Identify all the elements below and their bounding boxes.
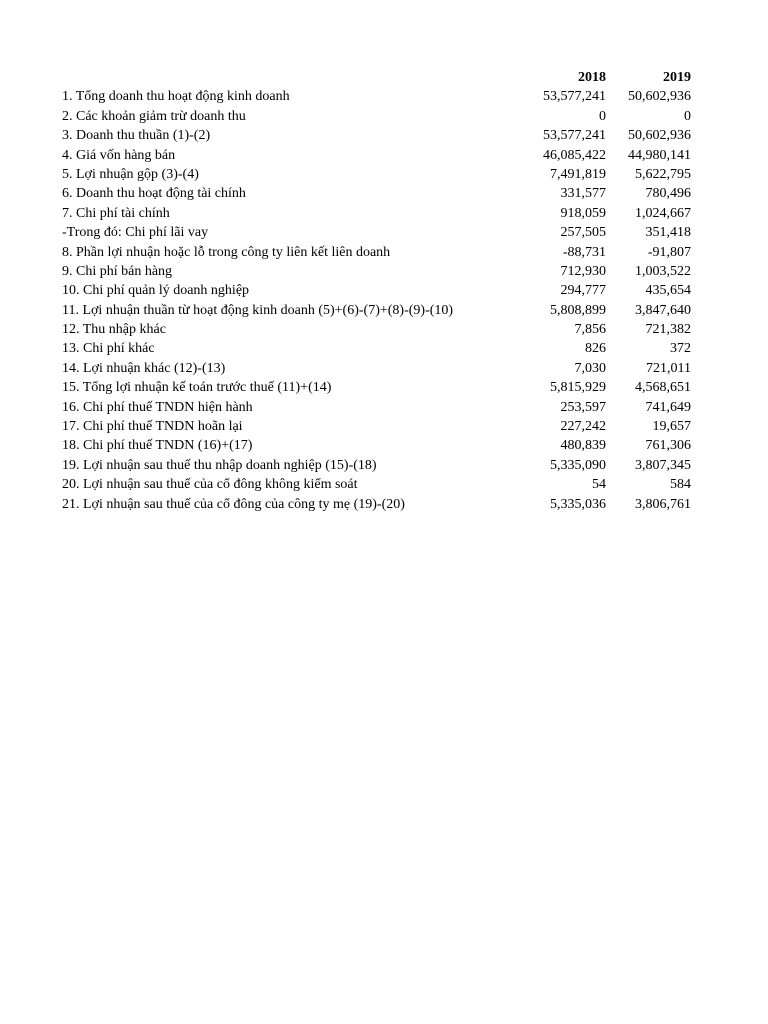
table-row xyxy=(62,126,694,145)
table-header-row xyxy=(62,68,694,87)
value-2019: 741,649 xyxy=(645,399,691,415)
value-2019: 780,496 xyxy=(645,186,691,202)
value-2018: 918,059 xyxy=(560,205,606,221)
value-2018: 331,577 xyxy=(560,186,606,202)
row-label: 10. Chi phí quản lý doanh nghiệp xyxy=(62,283,250,299)
value-2018: 7,030 xyxy=(574,360,606,376)
row-label: 3. Doanh thu thuần (1)-(2) xyxy=(62,128,211,144)
row-label: 8. Phần lợi nhuận hoặc lỗ trong công ty liên kết liên doanh xyxy=(62,244,391,260)
value-2019: 435,654 xyxy=(645,283,691,299)
table-row xyxy=(62,184,694,203)
row-label: 7. Chi phí tài chính xyxy=(62,205,170,221)
row-label: 1. Tổng doanh thu hoạt động kinh doanh xyxy=(62,89,290,105)
value-2019: 351,418 xyxy=(645,225,691,241)
value-2018: 480,839 xyxy=(560,438,606,454)
table-body xyxy=(62,87,694,514)
value-2019: 5,622,795 xyxy=(635,166,691,182)
table-row xyxy=(62,301,694,320)
row-label: -Trong đó: Chi phí lãi vay xyxy=(62,225,209,241)
value-2019: -91,807 xyxy=(647,244,691,260)
row-label: 6. Doanh thu hoạt động tài chính xyxy=(62,186,246,202)
value-2019: 50,602,936 xyxy=(628,128,691,144)
value-2019: 1,003,522 xyxy=(635,263,691,279)
value-2018: 257,505 xyxy=(560,225,606,241)
value-2019: 19,657 xyxy=(652,419,691,435)
income-statement-table xyxy=(62,68,694,514)
row-label: 4. Giá vốn hàng bán xyxy=(62,147,176,163)
row-label: 2. Các khoản giảm trừ doanh thu xyxy=(62,108,246,124)
value-2018: 253,597 xyxy=(560,399,606,415)
row-label: 17. Chi phí thuế TNDN hoãn lại xyxy=(62,419,243,435)
table-row xyxy=(62,320,694,339)
header-year-2018: 2018 xyxy=(578,69,606,85)
table-row xyxy=(62,223,694,242)
table-row xyxy=(62,165,694,184)
value-2018: 0 xyxy=(599,108,606,124)
table-row xyxy=(62,378,694,397)
value-2018: 53,577,241 xyxy=(543,128,606,144)
row-label: 13. Chi phí khác xyxy=(62,341,155,357)
table-row xyxy=(62,146,694,165)
value-2018: 7,491,819 xyxy=(550,166,606,182)
row-label: 21. Lợi nhuận sau thuế của cổ đông của công ty mẹ (19)-(20) xyxy=(62,496,405,512)
value-2018: 46,085,422 xyxy=(543,147,606,163)
value-2019: 0 xyxy=(684,108,691,124)
table-row xyxy=(62,87,694,106)
table-row xyxy=(62,281,694,300)
value-2019: 50,602,936 xyxy=(628,89,691,105)
row-label: 15. Tổng lợi nhuận kế toán trước thuế (11)+(14) xyxy=(62,380,332,396)
value-2018: 294,777 xyxy=(560,283,606,299)
value-2019: 584 xyxy=(670,477,691,493)
value-2018: 7,856 xyxy=(574,322,606,338)
value-2019: 1,024,667 xyxy=(635,205,691,221)
row-label: 5. Lợi nhuận gộp (3)-(4) xyxy=(62,166,199,182)
value-2018: 5,808,899 xyxy=(550,302,606,318)
value-2019: 3,806,761 xyxy=(635,496,691,512)
table-row xyxy=(62,359,694,378)
row-label: 20. Lợi nhuận sau thuế của cổ đông không kiểm soát xyxy=(62,477,358,493)
value-2019: 4,568,651 xyxy=(635,380,691,396)
value-2018: 826 xyxy=(585,341,606,357)
row-label: 11. Lợi nhuận thuần từ hoạt động kinh doanh (5)+(6)-(7)+(8)-(9)-(10) xyxy=(62,302,454,318)
row-label: 19. Lợi nhuận sau thuế thu nhập doanh nghiệp (15)-(18) xyxy=(62,457,377,473)
value-2019: 721,382 xyxy=(645,322,691,338)
value-2018: 53,577,241 xyxy=(543,89,606,105)
table-row xyxy=(62,204,694,223)
value-2018: 712,930 xyxy=(560,263,606,279)
table-row xyxy=(62,243,694,262)
value-2019: 721,011 xyxy=(646,360,691,376)
row-label: 9. Chi phí bán hàng xyxy=(62,263,173,279)
value-2018: 5,335,036 xyxy=(550,496,606,512)
row-label: 18. Chi phí thuế TNDN (16)+(17) xyxy=(62,438,253,454)
table-row xyxy=(62,495,694,514)
table-row xyxy=(62,417,694,436)
value-2018: 54 xyxy=(592,477,606,493)
table-row xyxy=(62,262,694,281)
table-row xyxy=(62,456,694,475)
value-2019: 761,306 xyxy=(645,438,691,454)
header-year-2019: 2019 xyxy=(663,69,691,85)
table-row xyxy=(62,436,694,455)
row-label: 16. Chi phí thuế TNDN hiện hành xyxy=(62,399,253,415)
value-2019: 44,980,141 xyxy=(628,147,691,163)
value-2018: 227,242 xyxy=(560,419,606,435)
value-2019: 372 xyxy=(670,341,691,357)
value-2018: 5,335,090 xyxy=(550,457,606,473)
table-row xyxy=(62,339,694,358)
table-row xyxy=(62,398,694,417)
value-2019: 3,847,640 xyxy=(635,302,691,318)
value-2019: 3,807,345 xyxy=(635,457,691,473)
value-2018: -88,731 xyxy=(562,244,606,260)
row-label: 12. Thu nhập khác xyxy=(62,322,166,338)
value-2018: 5,815,929 xyxy=(550,380,606,396)
table-row xyxy=(62,475,694,494)
table-row xyxy=(62,107,694,126)
row-label: 14. Lợi nhuận khác (12)-(13) xyxy=(62,360,226,376)
